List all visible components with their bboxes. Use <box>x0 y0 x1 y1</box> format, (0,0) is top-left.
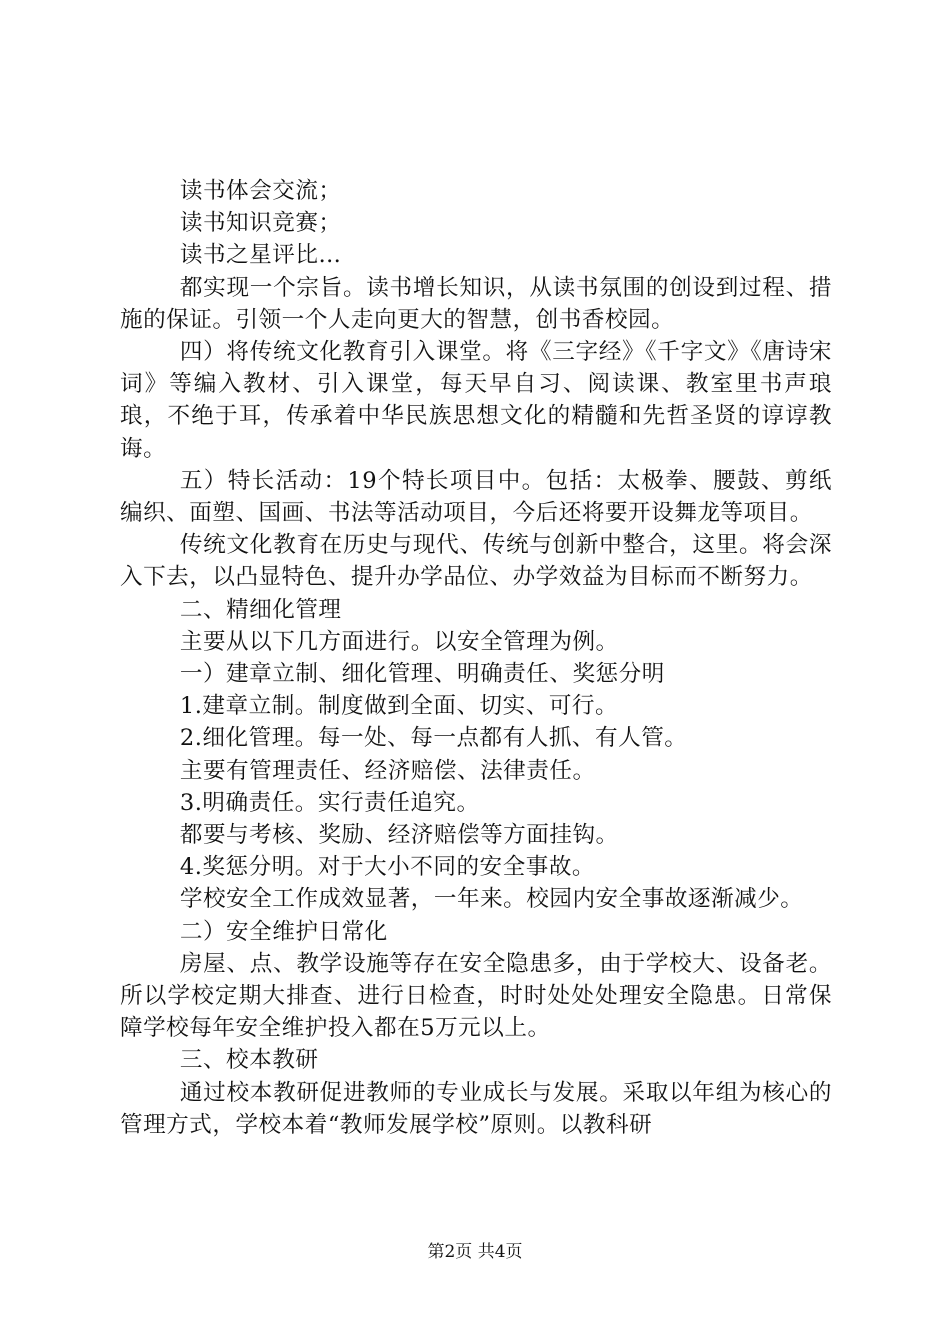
paragraph: 主要从以下几方面进行。以安全管理为例。 <box>179 628 619 655</box>
page-number-footer: 第2页 共4页 <box>427 1242 523 1262</box>
document-body <box>120 175 832 1141</box>
paragraph: 读书体会交流； <box>179 178 342 204</box>
list-item: 4.奖惩分明。对于大小不同的安全事故。 <box>179 854 596 881</box>
paragraph: 学校安全工作成效显著，一年来。校园内安全事故逐渐减少。 <box>179 886 804 913</box>
paragraph: 五）特长活动：19个特长项目中。包括：太极拳、腰鼓、剪纸编织、面塑、国画、书法等活动项目，今后还将要开设舞龙等项目。 <box>120 467 832 527</box>
paragraph: 主要有管理责任、经济赔偿、法律责任。 <box>179 757 596 784</box>
section-heading: 二、精细化管理 <box>179 596 342 623</box>
paragraph: 通过校本教研促进教师的专业成长与发展。采取以年组为核心的管理方式，学校本着“教师发展学校”原则。以教科研 <box>120 1079 832 1138</box>
subsection-heading: 二）安全维护日常化 <box>179 918 388 945</box>
list-item: 2.细化管理。每一处、每一点都有人抓、有人管。 <box>179 725 688 752</box>
paragraph: 四）将传统文化教育引入课堂。将《三字经》《千字文》《唐诗宋词》等编入教材、引入课堂，每天早自习、阅读课、教室里书声琅琅，不绝于耳，传承着中华民族思想文化的精髓和先哲圣贤的谆谆教诲。 <box>120 339 832 462</box>
paragraph: 读书之星评比… <box>179 242 342 269</box>
subsection-heading: 一）建章立制、细化管理、明确责任、奖惩分明 <box>179 661 665 688</box>
paragraph: 都要与考核、奖励、经济赔偿等方面挂钩。 <box>179 822 619 849</box>
paragraph: 房屋、点、教学设施等存在安全隐患多，由于学校大、设备老。所以学校定期大排查、进行日检查，时时处处处理安全隐患。日常保障学校每年安全维护投入都在5万元以上。 <box>120 950 832 1042</box>
list-item: 1.建章立制。制度做到全面、切实、可行。 <box>179 693 619 720</box>
paragraph: 读书知识竞赛； <box>179 210 342 237</box>
paragraph: 传统文化教育在历史与现代、传统与创新中整合，这里。将会深入下去，以凸显特色、提升办学品位、办学效益为目标而不断努力。 <box>120 532 832 591</box>
list-item: 3.明确责任。实行责任追究。 <box>179 789 480 816</box>
section-heading: 三、校本教研 <box>179 1047 319 1074</box>
paragraph: 都实现一个宗旨。读书增长知识，从读书氛围的创设到过程、措施的保证。引领一个人走向更大的智慧，创书香校园。 <box>120 274 832 333</box>
